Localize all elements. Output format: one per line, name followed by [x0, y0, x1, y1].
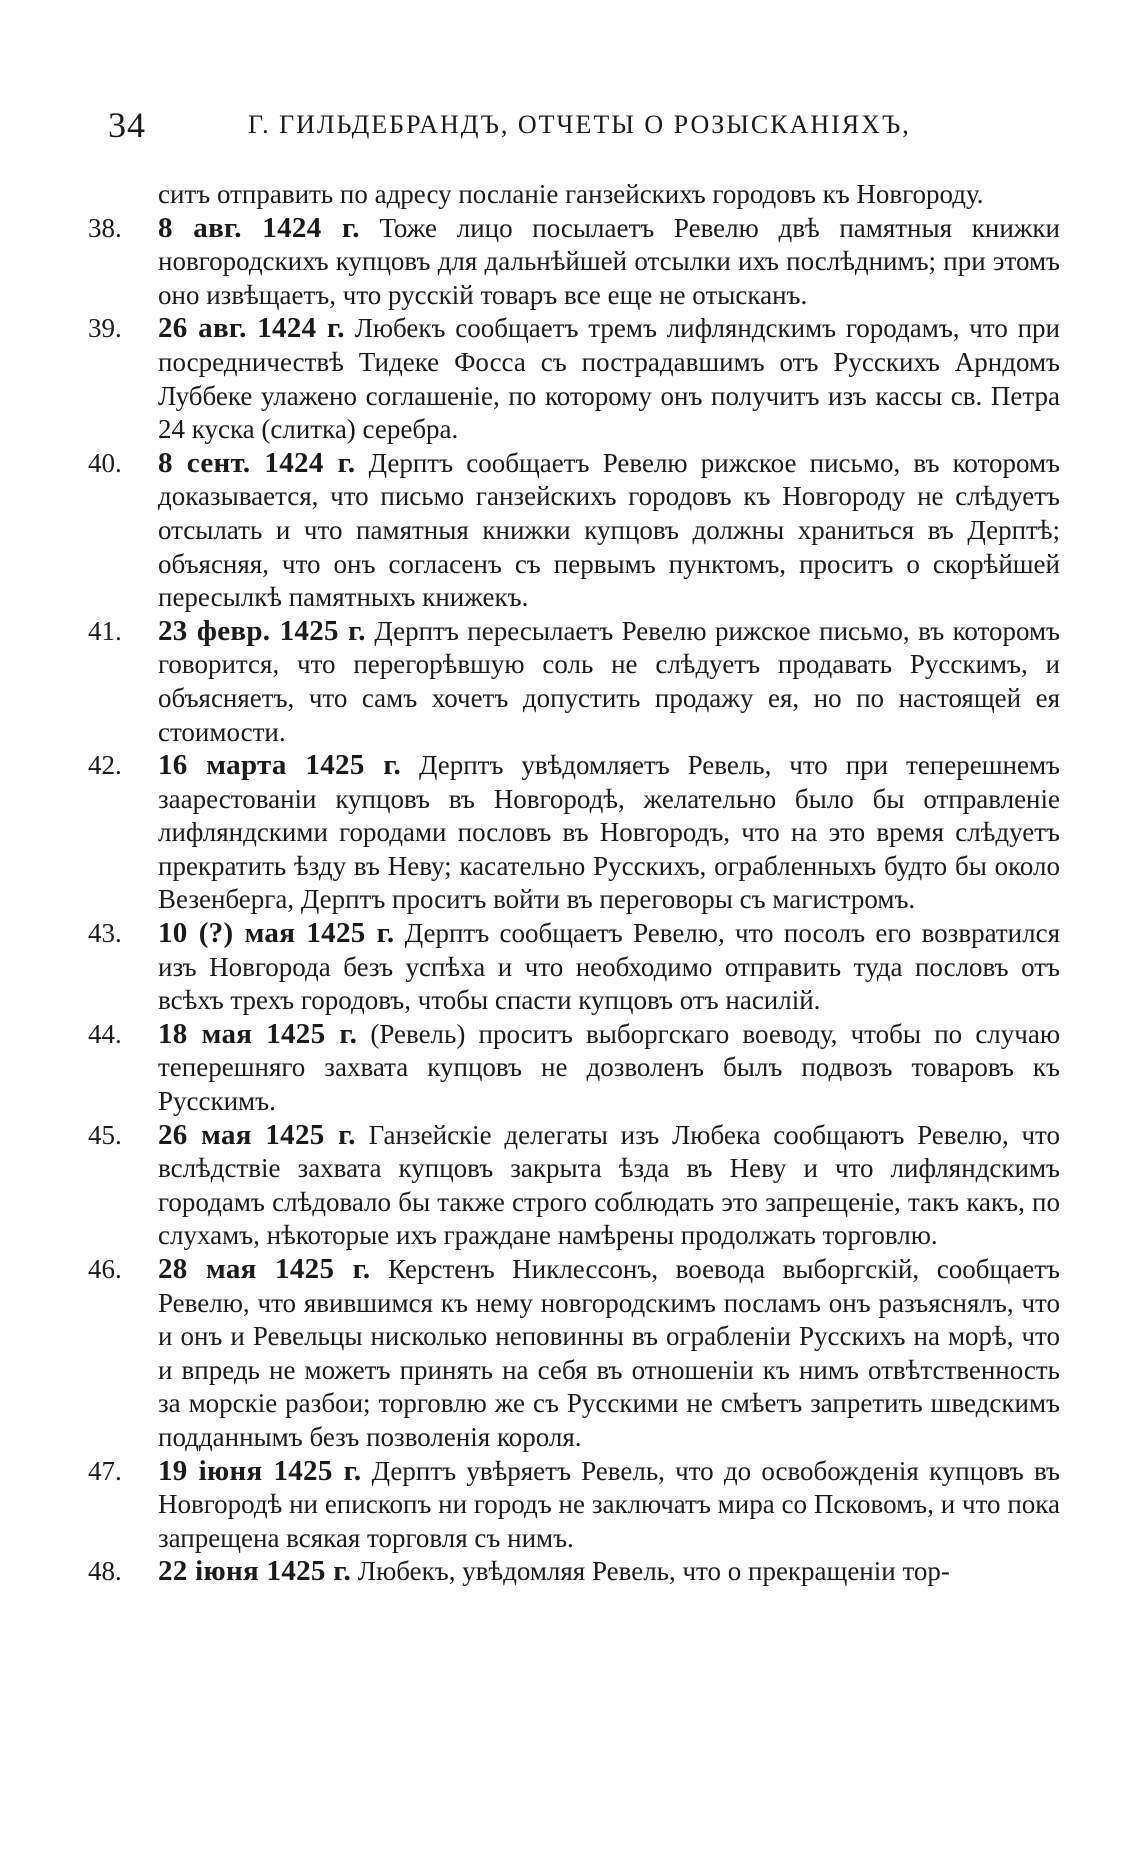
- entry-text: Любекъ сообщаетъ тремъ лифляндскимъ городамъ, что при посредничествѣ Тидеке Фосса съ пострадавшимъ отъ Русскихъ Арндомъ Луббеке улажено соглашеніе, по которому онъ получитъ изъ кассы св. Петра 24 куска (слитка) серебра.: [158, 313, 1060, 445]
- entry-42: [0, 749, 1140, 917]
- entry-body: [158, 615, 1060, 749]
- entry-number: 42.: [88, 750, 122, 781]
- entry-date: 19 іюня 1425 г.: [158, 1454, 362, 1487]
- entry-number: 45.: [88, 1119, 122, 1150]
- entry-number: 40.: [88, 447, 122, 478]
- entry-date: 16 марта 1425 г.: [158, 749, 402, 782]
- entry-48: [0, 1555, 1140, 1589]
- entry-date: 8 сент. 1424 г.: [158, 446, 356, 479]
- entry-body: [158, 1555, 1060, 1589]
- entry-text: Тоже лицо посылаетъ Ревелю двѣ памятныя книжки новгородскихъ купцовъ для дальнѣйшей отсылки ихъ послѣднимъ; при этомъ оно извѣщаетъ, что русскій товаръ все еще не отысканъ.: [158, 212, 1061, 310]
- entry-44: [0, 1018, 1140, 1119]
- entry-number: 44.: [88, 1018, 122, 1049]
- entry-date: 18 мая 1425 г.: [158, 1017, 358, 1050]
- entry-date: 26 мая 1425 г.: [158, 1118, 356, 1151]
- entry-number: 39.: [88, 313, 122, 344]
- entry-text: Дерптъ увѣряетъ Ревель, что до освобожденія купцовъ въ Новгородѣ ни епископъ ни городъ не заключатъ мира со Псковомъ, и что пока запрещена всякая торговля съ нимъ.: [158, 1455, 1061, 1553]
- entry-text: (Ревель) проситъ выборгскаго воеводу, чтобы по случаю теперешняго захвата купцовъ не дозволенъ былъ подвозъ товаровъ къ Русскимъ.: [158, 1018, 1061, 1117]
- entry-date: 22 іюня 1425 г.: [158, 1555, 352, 1588]
- entry-number: 48.: [88, 1556, 122, 1587]
- entry-text: Керстенъ Никлессонъ, воевода выборгскій, сообщаетъ Ревелю, что явившимся къ нему новгородскимъ посламъ онъ разъяснялъ, что и онъ и Ревельцы нисколько неповинны въ ограбленіи Русскихъ на морѣ, что и впредь не можетъ принять на себя въ отношеніи къ нимъ отвѣтственность за морскіе разбои; торговлю же съ Русскими не смѣетъ запретить шведскимъ подданнымъ безъ позволенія короля.: [158, 1254, 1061, 1452]
- page-text: [0, 178, 1140, 1589]
- page-number: 34: [108, 105, 146, 145]
- entry-47: [0, 1455, 1140, 1556]
- entry-41: [0, 615, 1140, 749]
- running-title: Г. ГИЛЬДЕБРАНДЪ, ОТЧЕТЫ О РОЗЫСКАНІЯХЪ,: [248, 110, 911, 139]
- entry-body: [158, 1119, 1060, 1253]
- continuation-text: ситъ отправить по адресу посланіе ганзейскихъ городовъ къ Новгороду.: [158, 179, 984, 209]
- entry-40: [0, 447, 1140, 615]
- entry-45: [0, 1119, 1140, 1253]
- entry-body: [158, 1455, 1060, 1556]
- entry-date: 26 авг. 1424 г.: [158, 312, 345, 345]
- entry-body: [158, 917, 1060, 1018]
- entry-text: Любекъ, увѣдомляя Ревель, что о прекращеніи тор-: [357, 1556, 950, 1587]
- entry-body: [158, 447, 1060, 615]
- entry-date: 28 мая 1425 г.: [158, 1253, 371, 1285]
- entry-body: [158, 312, 1060, 446]
- entry-number: 43.: [88, 918, 122, 949]
- entry-38: [0, 212, 1140, 313]
- entry-date: 23 февр. 1425 г.: [158, 614, 366, 647]
- entry-39: [0, 312, 1140, 446]
- entry-text: Дерптъ сообщаетъ Ревелю, что посолъ его возвратился изъ Новгорода безъ успѣха и что необходимо отправить туда пословъ отъ всѣхъ трехъ городовъ, чтобы спасти купцовъ отъ насилій.: [158, 918, 1060, 1016]
- entry-46: [0, 1253, 1140, 1455]
- entry-body: [158, 1018, 1060, 1119]
- entry-body: [158, 749, 1060, 917]
- entry-text: Дерптъ увѣдомляетъ Ревель, что при теперешнемъ заарестованіи купцовъ въ Новгородѣ, желательно было бы отправленіе лифляндскими городами пословъ въ Новгородъ, что на это время слѣдуетъ прекратить ѣзду въ Неву; касательно Русскихъ, ограбленныхъ будто бы около Везенберга, Дерптъ проситъ войти въ переговоры съ магистромъ.: [158, 750, 1060, 915]
- entry-body: [158, 1253, 1060, 1455]
- entry-number: 41.: [88, 615, 122, 646]
- entry-number: 38.: [88, 212, 122, 243]
- page-header: [108, 104, 968, 148]
- entry-text: Дерптъ сообщаетъ Ревелю рижское письмо, въ которомъ доказывается, что письмо ганзейскихъ городовъ къ Новгороду не слѣдуетъ отсылать и что памятныя книжки купцовъ должны храниться въ Дерптѣ; объясняя, что онъ согласенъ съ первымъ пунктомъ, проситъ о скорѣйшей пересылкѣ памятныхъ книжекъ.: [158, 447, 1061, 613]
- entry-date: 8 авг. 1424 г.: [158, 211, 360, 244]
- entry-body: [158, 212, 1060, 313]
- entry-number: 47.: [88, 1455, 122, 1486]
- entry-text: Дерптъ пересылаетъ Ревелю рижское письмо, въ которомъ говорится, что перегорѣвшую соль не слѣдуетъ продавать Русскимъ, и объясняетъ, что самъ хочетъ допустить продажу ея, но по настоящей ея стоимости.: [158, 615, 1061, 747]
- entry-date: 10 (?) мая 1425 г.: [158, 917, 395, 950]
- entry-number: 46.: [88, 1254, 122, 1284]
- entry-text: Ганзейскіе делегаты изъ Любека сообщаютъ Ревелю, что вслѣдствіе захвата купцовъ закрыта ѣзда въ Неву и что лифляндскимъ городамъ слѣдовало бы также строго соблюдать это запрещеніе, такъ какъ, по слухамъ, нѣкоторые ихъ граждане намѣрены продолжать торговлю.: [158, 1119, 1060, 1251]
- entry-43: [0, 917, 1140, 1018]
